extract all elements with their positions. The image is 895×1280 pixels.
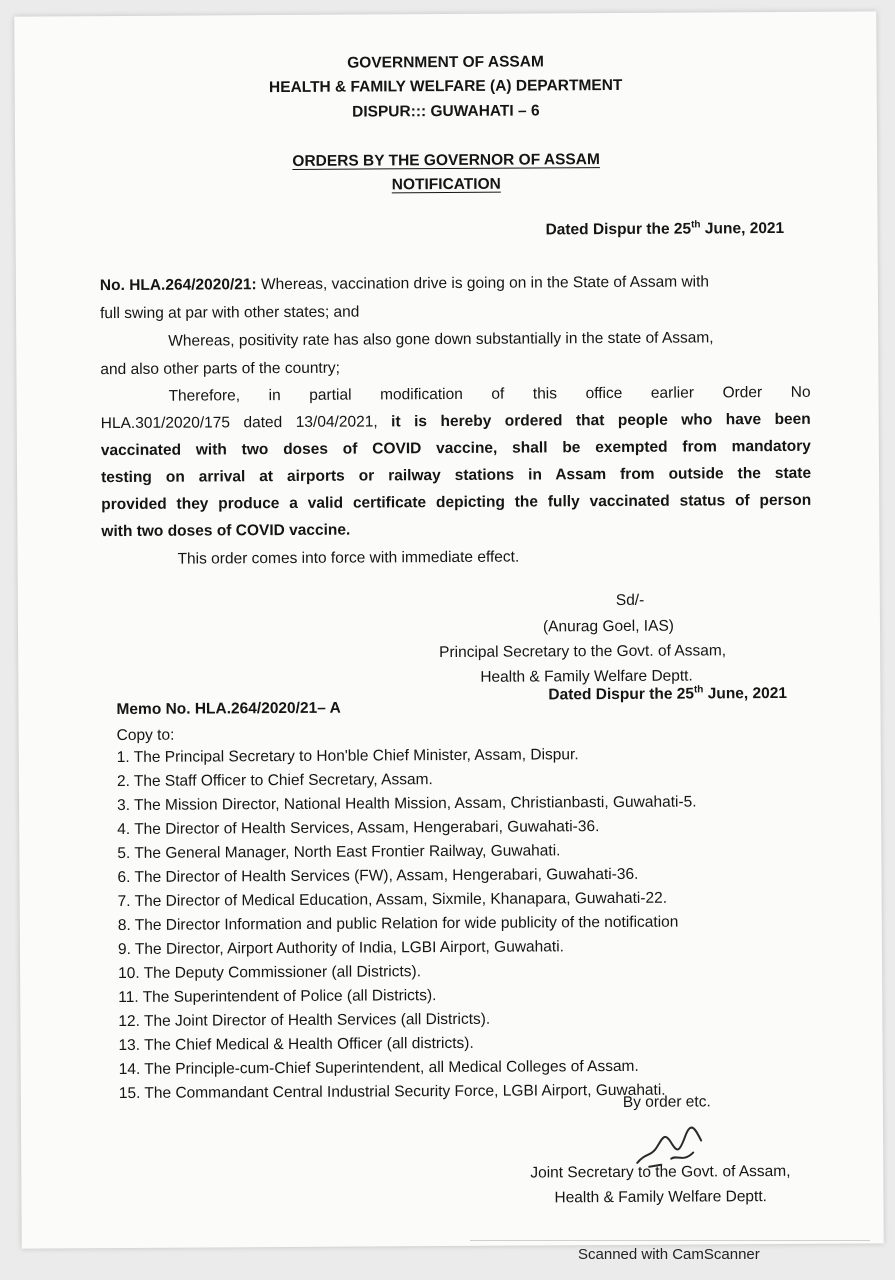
para3-line5: provided they produce a valid certificate depicting the fully vaccinated status of person	[101, 491, 812, 514]
list-item: 12. The Joint Director of Health Services (all Districts).	[118, 1010, 491, 1031]
orders-heading: ORDERS BY THE GOVERNOR OF ASSAM	[292, 151, 600, 170]
list-item: 1. The Principal Secretary to Hon'ble Chief Minister, Assam, Dispur.	[116, 746, 579, 767]
list-item: 14. The Principle-cum-Chief Superintendent, all Medical Colleges of Assam.	[118, 1057, 639, 1079]
sd-mark: Sd/-	[615, 591, 645, 609]
list-item: 11. The Superintendent of Police (all Districts).	[118, 987, 437, 1007]
by-order: By order etc.	[622, 1093, 711, 1111]
list-item: 8. The Director Information and public Relation for wide publicity of the notification	[117, 913, 679, 935]
para2-line2: and also other parts of the country;	[100, 359, 340, 379]
closing-title1: Joint Secretary to the Govt. of Assam,	[530, 1162, 791, 1182]
list-item: 2. The Staff Officer to Chief Secretary, Assam.	[116, 771, 433, 791]
list-item: 7. The Director of Medical Education, Assam, Sixmile, Khanapara, Guwahati-22.	[117, 889, 668, 911]
header-government: GOVERNMENT OF ASSAM	[347, 53, 544, 72]
para3-line6: with two doses of COVID vaccine.	[101, 521, 351, 541]
footer-divider	[470, 1240, 870, 1241]
signatory-title2: Health & Family Welfare Deptt.	[480, 667, 693, 686]
header-address: DISPUR::: GUWAHATI – 6	[352, 102, 540, 121]
memo-dated-line: Dated Dispur the 25th June, 2021	[548, 684, 788, 704]
para3-line2: HLA.301/2020/175 dated 13/04/2021, it is hereby ordered that people who have been	[100, 410, 811, 433]
header-department: HEALTH & FAMILY WELFARE (A) DEPARTMENT	[268, 76, 623, 97]
document-page	[14, 11, 884, 1248]
list-item: 10. The Deputy Commissioner (all Districts).	[118, 963, 422, 983]
order-reference: No. HLA.264/2020/21:	[99, 276, 257, 295]
list-item: 6. The Director of Health Services (FW), Assam, Hengerabari, Guwahati-36.	[117, 865, 639, 887]
para3-line4: testing on arrival at airports or railway stations in Assam from outside the state	[101, 464, 812, 487]
list-item: 5. The General Manager, North East Frontier Railway, Guwahati.	[117, 842, 561, 863]
list-item: 9. The Director, Airport Authority of India, LGBI Airport, Guwahati.	[117, 938, 564, 959]
signatory-title1: Principal Secretary to the Govt. of Assam,	[439, 642, 727, 662]
closing-title2: Health & Family Welfare Deptt.	[554, 1188, 768, 1207]
para3-line3: vaccinated with two doses of COVID vaccine, shall be exempted from mandatory	[100, 437, 811, 460]
signatory-name: (Anurag Goel, IAS)	[542, 617, 674, 636]
para1-line1: No. HLA.264/2020/21: Whereas, vaccination drive is going on in the State of Assam with	[99, 273, 710, 295]
notification-heading: NOTIFICATION	[391, 175, 501, 194]
copy-to-label: Copy to:	[116, 726, 175, 745]
para4: This order comes into force with immediate effect.	[177, 548, 520, 568]
list-item: 3. The Mission Director, National Health Mission, Assam, Christianbasti, Guwahati-5.	[117, 793, 697, 815]
para3-line1: Therefore, in partial modification of this office earlier Order No	[168, 383, 811, 405]
dated-line: Dated Dispur the 25th June, 2021	[545, 219, 785, 239]
list-item: 15. The Commandant Central Industrial Security Force, LGBI Airport, Guwahati.	[118, 1081, 666, 1103]
list-item: 4. The Director of Health Services, Assam, Hengerabari, Guwahati-36.	[117, 818, 600, 839]
para1-line2: full swing at par with other states; and	[100, 303, 360, 323]
scanner-watermark: Scanned with CamScanner	[578, 1246, 760, 1263]
para2-line1: Whereas, positivity rate has also gone down substantially in the state of Assam,	[168, 329, 714, 350]
memo-number: Memo No. HLA.264/2020/21– A	[116, 699, 341, 719]
list-item: 13. The Chief Medical & Health Officer (all districts).	[118, 1034, 474, 1055]
